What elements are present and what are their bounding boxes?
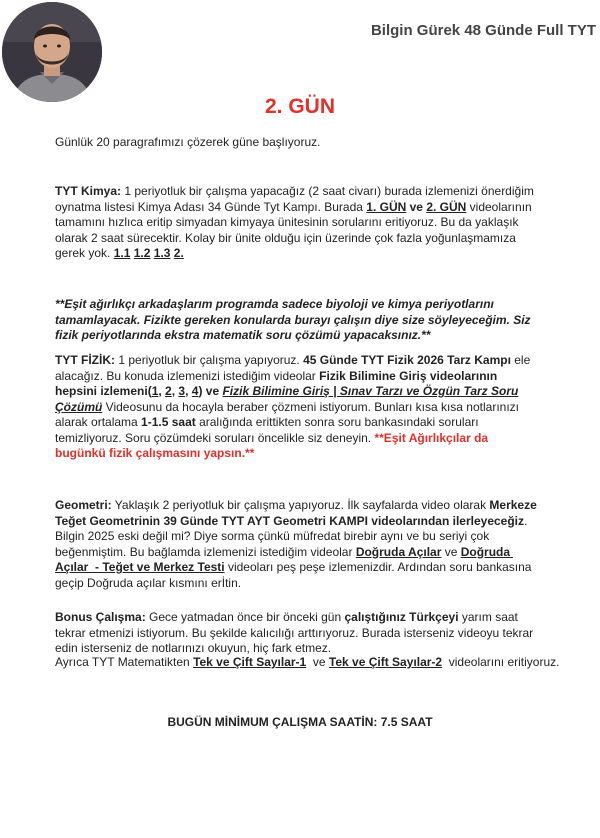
header-title: Bilgin Gürek 48 Günde Full TYT [370, 22, 596, 39]
fizik-link-2[interactable]: 2 [165, 384, 172, 398]
kimya-ve: ve [406, 199, 427, 214]
bonus-line2-text-1: Ayrıca TYT Matematikten [55, 655, 194, 669]
kimya-section [55, 184, 539, 262]
bonus-matematik-line [55, 655, 575, 671]
fizik-red-note: **Eşit Ağırlıkçılar da bugünkü fizik çalışmasını yapsın.** [55, 430, 489, 460]
bonus-line2-text-2: videolarını eritiyoruz. [442, 655, 560, 669]
day-title: 2. GÜN [264, 95, 335, 118]
geometri-label: Geometri: [55, 498, 112, 512]
bonus-section [55, 610, 539, 657]
fizik-video-link[interactable]: Fizik Bilimine Giriş | Sınav Tarzı ve Özgün Tarz Soru Çözümü [55, 384, 519, 414]
kimya-link-2[interactable]: 2. [173, 246, 184, 260]
geometri-bold-1: Merkeze Teğet Geometrinin 39 Günde TYT AYT Geometri KAMPI videolarından ilerleyeceğiz [55, 498, 537, 528]
geometri-text-1: Yaklaşık 2 periyotluk bir çalışma yapıyoruz. İlk sayfalarda video olarak [111, 498, 490, 512]
kimya-link-1-1[interactable]: 1.1 [113, 246, 131, 260]
fizik-text-3: Videosunu da hocayla beraber çözmeni istiyorum. Bunları kısa kısa notlarınızı alarak ortalama [55, 399, 519, 429]
geometri-link-dogruda-acilar[interactable]: Doğruda Açılar [355, 544, 442, 559]
fizik-text-1: 1 periyotluk bir çalışma yapıyoruz. [115, 353, 304, 367]
geometri-text-3: videoları peş peşe izlemenizdir. Ardından soru bankasına geçip Doğruda açılar kısmını erİtin. [55, 560, 532, 590]
fizik-link-3[interactable]: 3 [178, 384, 186, 398]
fizik-bold-3: ) ve [198, 384, 223, 398]
fizik-text-2: ele alacağız. Bu konuda izlemenizi istediğim videolar [55, 353, 531, 383]
bonus-line2-ve: ve [306, 655, 329, 669]
geometri-text-2: . Bilgin 2025 eski değil mi? Diye sorma çünkü müfredat birebir aynı ve bu seriyi çok beğenmiştim. Bu bağlamda izlemenizi istediğim videolar [55, 513, 528, 559]
fizik-bold-4: 1-1.5 saat [141, 415, 196, 429]
geometri-ve: ve [441, 544, 461, 559]
fizik-section: TYT FİZİK: 1 periyotluk bir çalışma yapıyoruz. 45 Günde TYT Fizik 2026 Tarz Kampı ele alacağız. Bu konuda izlemenizi istediğim videolar Fizik Bilimine Giriş videolarının hepsini izlemeni(1, 2, 3, 4) ve Fizik Bilimine Giriş | Sınav Tarzı ve Özgün Tarz Soru Çözümü Videosunu da hocayla beraber çözmeni istiyorum. Bunları kısa kısa notlarınızı alarak ortalama 1-1.5 saat aralığında erittikten sonra soru bankasındaki soruları temizliyoruz. Soru çözümdeki soruları öncelikle siz deneyin. **Eşit Ağırlıkçılar da bugünkü fizik çalışmasını yapsın.** [55, 353, 531, 460]
kimya-text-2: videolarının tamamını hızlıca eritip simyadan kimyaya ünitesinin sorularını eritiyoruz. Bu da yaklaşık olarak 2 saat sürecektir. Kolay bir ünite olduğu için üzerinde çok fazla yoğunlaşmamıza gerek yok. [55, 199, 532, 260]
fizik-bold-2: Fizik Bilimine Giriş videolarının hepsini izlemeni( [55, 368, 498, 398]
bonus-link-tek-cift-2[interactable]: Tek ve Çift Sayılar-2 [328, 655, 443, 669]
bonus-text-2: yarım saat tekrar etmenizi istiyorum. Bu şekilde kalıcılığı arttırıyoruz. Burada isterseniz videoyu tekrar edin isterseniz de notlarınızı okuyun, hiç fark etmez. [55, 610, 534, 655]
fizik-link-4[interactable]: 4 [191, 384, 199, 398]
fizik-label: TYT FİZİK: [55, 353, 115, 367]
bonus-text-1: Gece yatmadan önce bir önceki gün [145, 610, 345, 624]
fizik-text-4: aralığında erittikten sonra soru bankasındaki soruları temizliyoruz. Soru çözümdeki soruları öncelikle siz deneyin. [55, 415, 479, 445]
kimya-link-1-3[interactable]: 1.3 [153, 246, 171, 260]
minimum-study-hours: BUGÜN MİNİMUM ÇALIŞMA SAATİN: 7.5 SAAT [167, 715, 433, 729]
geometri-link-teget-merkez[interactable]: Doğruda Açılar - Teğet ve Merkez Testi [55, 544, 513, 574]
intro-paragraph: Günlük 20 paragrafımızı çözerek güne başlıyoruz. [55, 135, 321, 149]
esit-agirlik-note: **Eşit ağırlıkçı arkadaşlarım programda sadece biyoloji ve kimya periyotlarını tamamlayacak. Fizikte gereken konulardа burayı çalışın diye size söyleyeceğim. Siz fizik periyotlarında ekstra matematik soru çözümü yapacaksınız.** [55, 297, 531, 342]
bonus-link-tek-cift-1[interactable]: Tek ve Çift Sayılar-1 [193, 655, 307, 669]
fizik-link-1[interactable]: 1 [151, 384, 159, 398]
kimya-link-gun1[interactable]: 1. GÜN [366, 199, 407, 214]
avatar [2, 2, 102, 102]
geometri-section [55, 498, 539, 591]
bonus-label: Bonus Çalışma: [55, 610, 146, 624]
kimya-link-gun2[interactable]: 2. GÜN [426, 199, 467, 214]
kimya-link-1-2[interactable]: 1.2 [133, 246, 151, 260]
bonus-bold-1: çalıştığınız Türkçeyi [344, 610, 459, 624]
fizik-bold-1: 45 Günde TYT Fizik 2026 Tarz Kampı [303, 353, 511, 367]
kimya-label: TYT Kimya: [55, 184, 122, 198]
kimya-text-1: 1 periyotluk bir çalışma yapacağız (2 saat civarı) burada izlemenizi önerdiğim oynatma listesi Kimya Adası 34 Günde Tyt Kampı. Burada [55, 184, 534, 214]
avatar-portrait [2, 2, 102, 102]
